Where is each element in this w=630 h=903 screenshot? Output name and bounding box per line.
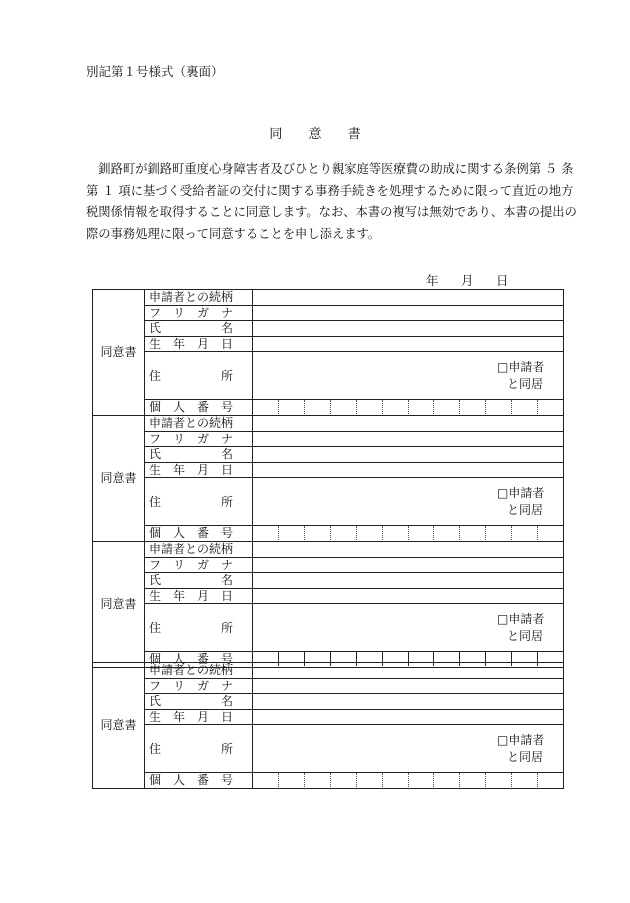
dob-field[interactable] xyxy=(253,336,564,352)
individual-number-digit-cell[interactable] xyxy=(278,773,304,787)
individual-number-digit-cell[interactable] xyxy=(304,400,330,414)
cohabit-checkbox-label: □申請者 xyxy=(497,360,545,374)
section-label: 同意書 xyxy=(93,290,145,416)
cohabit-checkbox-label2: と同居 xyxy=(507,629,544,643)
statement-line: 税関係情報を取得することに同意します。なお、本書の複写は無効であり、本書の提出の xyxy=(86,205,577,219)
cohabit-checkbox-label: □申請者 xyxy=(497,612,545,626)
furigana-label: フ リ ガ ナ xyxy=(145,431,253,447)
furigana-field[interactable] xyxy=(253,431,564,447)
individual-number-digit-cell[interactable] xyxy=(253,400,278,414)
individual-number-digit-cell[interactable] xyxy=(408,773,434,787)
furigana-label: フ リ ガ ナ xyxy=(145,557,253,573)
address-field[interactable] xyxy=(253,725,564,773)
address-label: 住 所 xyxy=(145,725,253,773)
furigana-label: フ リ ガ ナ xyxy=(145,305,253,321)
cohabit-checkbox[interactable] xyxy=(497,485,555,519)
individual-number-digit-cell[interactable] xyxy=(356,773,382,787)
furigana-field[interactable] xyxy=(253,557,564,573)
name-field[interactable] xyxy=(253,694,564,710)
individual-number-digit-cell[interactable] xyxy=(485,400,511,414)
address-label: 住 所 xyxy=(145,478,253,526)
cohabit-checkbox-label2: と同居 xyxy=(507,377,544,391)
individual-number-digit-cell[interactable] xyxy=(356,526,382,540)
consent-section xyxy=(92,662,564,789)
address-label: 住 所 xyxy=(145,352,253,400)
statement-line: 釧路町が釧路町重度心身障害者及びひとり親家庭等医療費の助成に関する条例第 ５ 条 xyxy=(86,162,574,176)
individual-number-digit-cell[interactable] xyxy=(382,400,408,414)
cohabit-checkbox[interactable] xyxy=(497,611,555,645)
relation-label: 申請者との続柄 xyxy=(145,290,253,306)
statement-line: 際の事務処理に限って同意することを申し添えます。 xyxy=(86,226,381,241)
name-field[interactable] xyxy=(253,447,564,463)
individual-number-digit-cell[interactable] xyxy=(330,773,356,787)
date-day-label: 日 xyxy=(496,273,509,288)
individual-number-label: 個 人 番 号 xyxy=(145,526,253,542)
dob-label: 生 年 月 日 xyxy=(145,709,253,725)
individual-number-digit-cell[interactable] xyxy=(278,400,304,414)
individual-number-cells xyxy=(253,526,563,540)
individual-number-digit-cell[interactable] xyxy=(304,773,330,787)
name-label: 氏 名 xyxy=(145,447,253,463)
individual-number-digit-cell[interactable] xyxy=(511,400,537,414)
individual-number-digit-cell[interactable] xyxy=(459,400,485,414)
consent-statement xyxy=(86,159,577,245)
form-id: 別記第１号様式（裏面） xyxy=(86,64,224,79)
title-char: 同 xyxy=(269,127,283,142)
address-field[interactable] xyxy=(253,352,564,400)
individual-number-field[interactable] xyxy=(253,400,564,416)
dob-field[interactable] xyxy=(253,709,564,725)
individual-number-digit-cell[interactable] xyxy=(511,526,537,540)
individual-number-digit-cell[interactable] xyxy=(537,773,563,787)
date-month-label: 月 xyxy=(461,273,474,288)
relation-field[interactable] xyxy=(253,290,564,306)
individual-number-digit-cell[interactable] xyxy=(485,773,511,787)
relation-field[interactable] xyxy=(253,416,564,432)
individual-number-digit-cell[interactable] xyxy=(408,400,434,414)
section-label: 同意書 xyxy=(93,416,145,542)
title-char: 意 xyxy=(308,127,322,142)
dob-label: 生 年 月 日 xyxy=(145,588,253,604)
individual-number-digit-cell[interactable] xyxy=(278,526,304,540)
individual-number-digit-cell[interactable] xyxy=(330,526,356,540)
relation-label: 申請者との続柄 xyxy=(145,416,253,432)
dob-label: 生 年 月 日 xyxy=(145,336,253,352)
name-field[interactable] xyxy=(253,573,564,589)
individual-number-digit-cell[interactable] xyxy=(253,773,278,787)
relation-label: 申請者との続柄 xyxy=(145,663,253,679)
individual-number-label: 個 人 番 号 xyxy=(145,400,253,416)
individual-number-digit-cell[interactable] xyxy=(330,400,356,414)
name-label: 氏 名 xyxy=(145,321,253,337)
address-field[interactable] xyxy=(253,478,564,526)
title-char: 書 xyxy=(347,127,361,142)
cohabit-checkbox-label: □申請者 xyxy=(497,733,545,747)
dob-field[interactable] xyxy=(253,462,564,478)
relation-label: 申請者との続柄 xyxy=(145,542,253,558)
individual-number-digit-cell[interactable] xyxy=(382,526,408,540)
section-label: 同意書 xyxy=(93,542,145,668)
section-label: 同意書 xyxy=(93,663,145,789)
individual-number-digit-cell[interactable] xyxy=(459,526,485,540)
individual-number-digit-cell[interactable] xyxy=(382,773,408,787)
relation-field[interactable] xyxy=(253,542,564,558)
name-label: 氏 名 xyxy=(145,573,253,589)
dob-label: 生 年 月 日 xyxy=(145,462,253,478)
cohabit-checkbox-label2: と同居 xyxy=(507,750,544,764)
name-label: 氏 名 xyxy=(145,694,253,710)
individual-number-cells xyxy=(253,400,563,414)
individual-number-field[interactable] xyxy=(253,526,564,542)
furigana-field[interactable] xyxy=(253,678,564,694)
individual-number-digit-cell[interactable] xyxy=(433,526,459,540)
furigana-label: フ リ ガ ナ xyxy=(145,678,253,694)
individual-number-digit-cell[interactable] xyxy=(356,400,382,414)
individual-number-label: 個 人 番 号 xyxy=(145,652,253,668)
individual-number-label: 個 人 番 号 xyxy=(145,773,253,789)
address-label: 住 所 xyxy=(145,604,253,652)
individual-number-field[interactable] xyxy=(253,773,564,789)
cohabit-checkbox[interactable] xyxy=(497,732,555,766)
individual-number-digit-cell[interactable] xyxy=(537,526,563,540)
furigana-field[interactable] xyxy=(253,305,564,321)
individual-number-digit-cell[interactable] xyxy=(304,526,330,540)
individual-number-digit-cell[interactable] xyxy=(459,773,485,787)
consent-section xyxy=(92,289,564,416)
individual-number-digit-cell[interactable] xyxy=(408,526,434,540)
document-title xyxy=(0,123,630,142)
relation-field[interactable] xyxy=(253,663,564,679)
individual-number-digit-cell[interactable] xyxy=(433,773,459,787)
individual-number-cells xyxy=(253,773,563,787)
name-field[interactable] xyxy=(253,321,564,337)
individual-number-digit-cell[interactable] xyxy=(253,526,278,540)
dob-field[interactable] xyxy=(253,588,564,604)
statement-line: 第 １ 項に基づく受給者証の交付に関する事務手続きを処理するために限って直近の地方 xyxy=(86,183,574,198)
cohabit-checkbox-label2: と同居 xyxy=(507,503,544,517)
individual-number-digit-cell[interactable] xyxy=(485,526,511,540)
individual-number-digit-cell[interactable] xyxy=(433,400,459,414)
date-year-label: 年 xyxy=(426,273,439,288)
cohabit-checkbox-label: □申請者 xyxy=(497,486,545,500)
individual-number-digit-cell[interactable] xyxy=(537,400,563,414)
address-field[interactable] xyxy=(253,604,564,652)
consent-section xyxy=(92,541,564,668)
consent-section xyxy=(92,415,564,542)
individual-number-digit-cell[interactable] xyxy=(511,773,537,787)
cohabit-checkbox[interactable] xyxy=(497,359,555,393)
